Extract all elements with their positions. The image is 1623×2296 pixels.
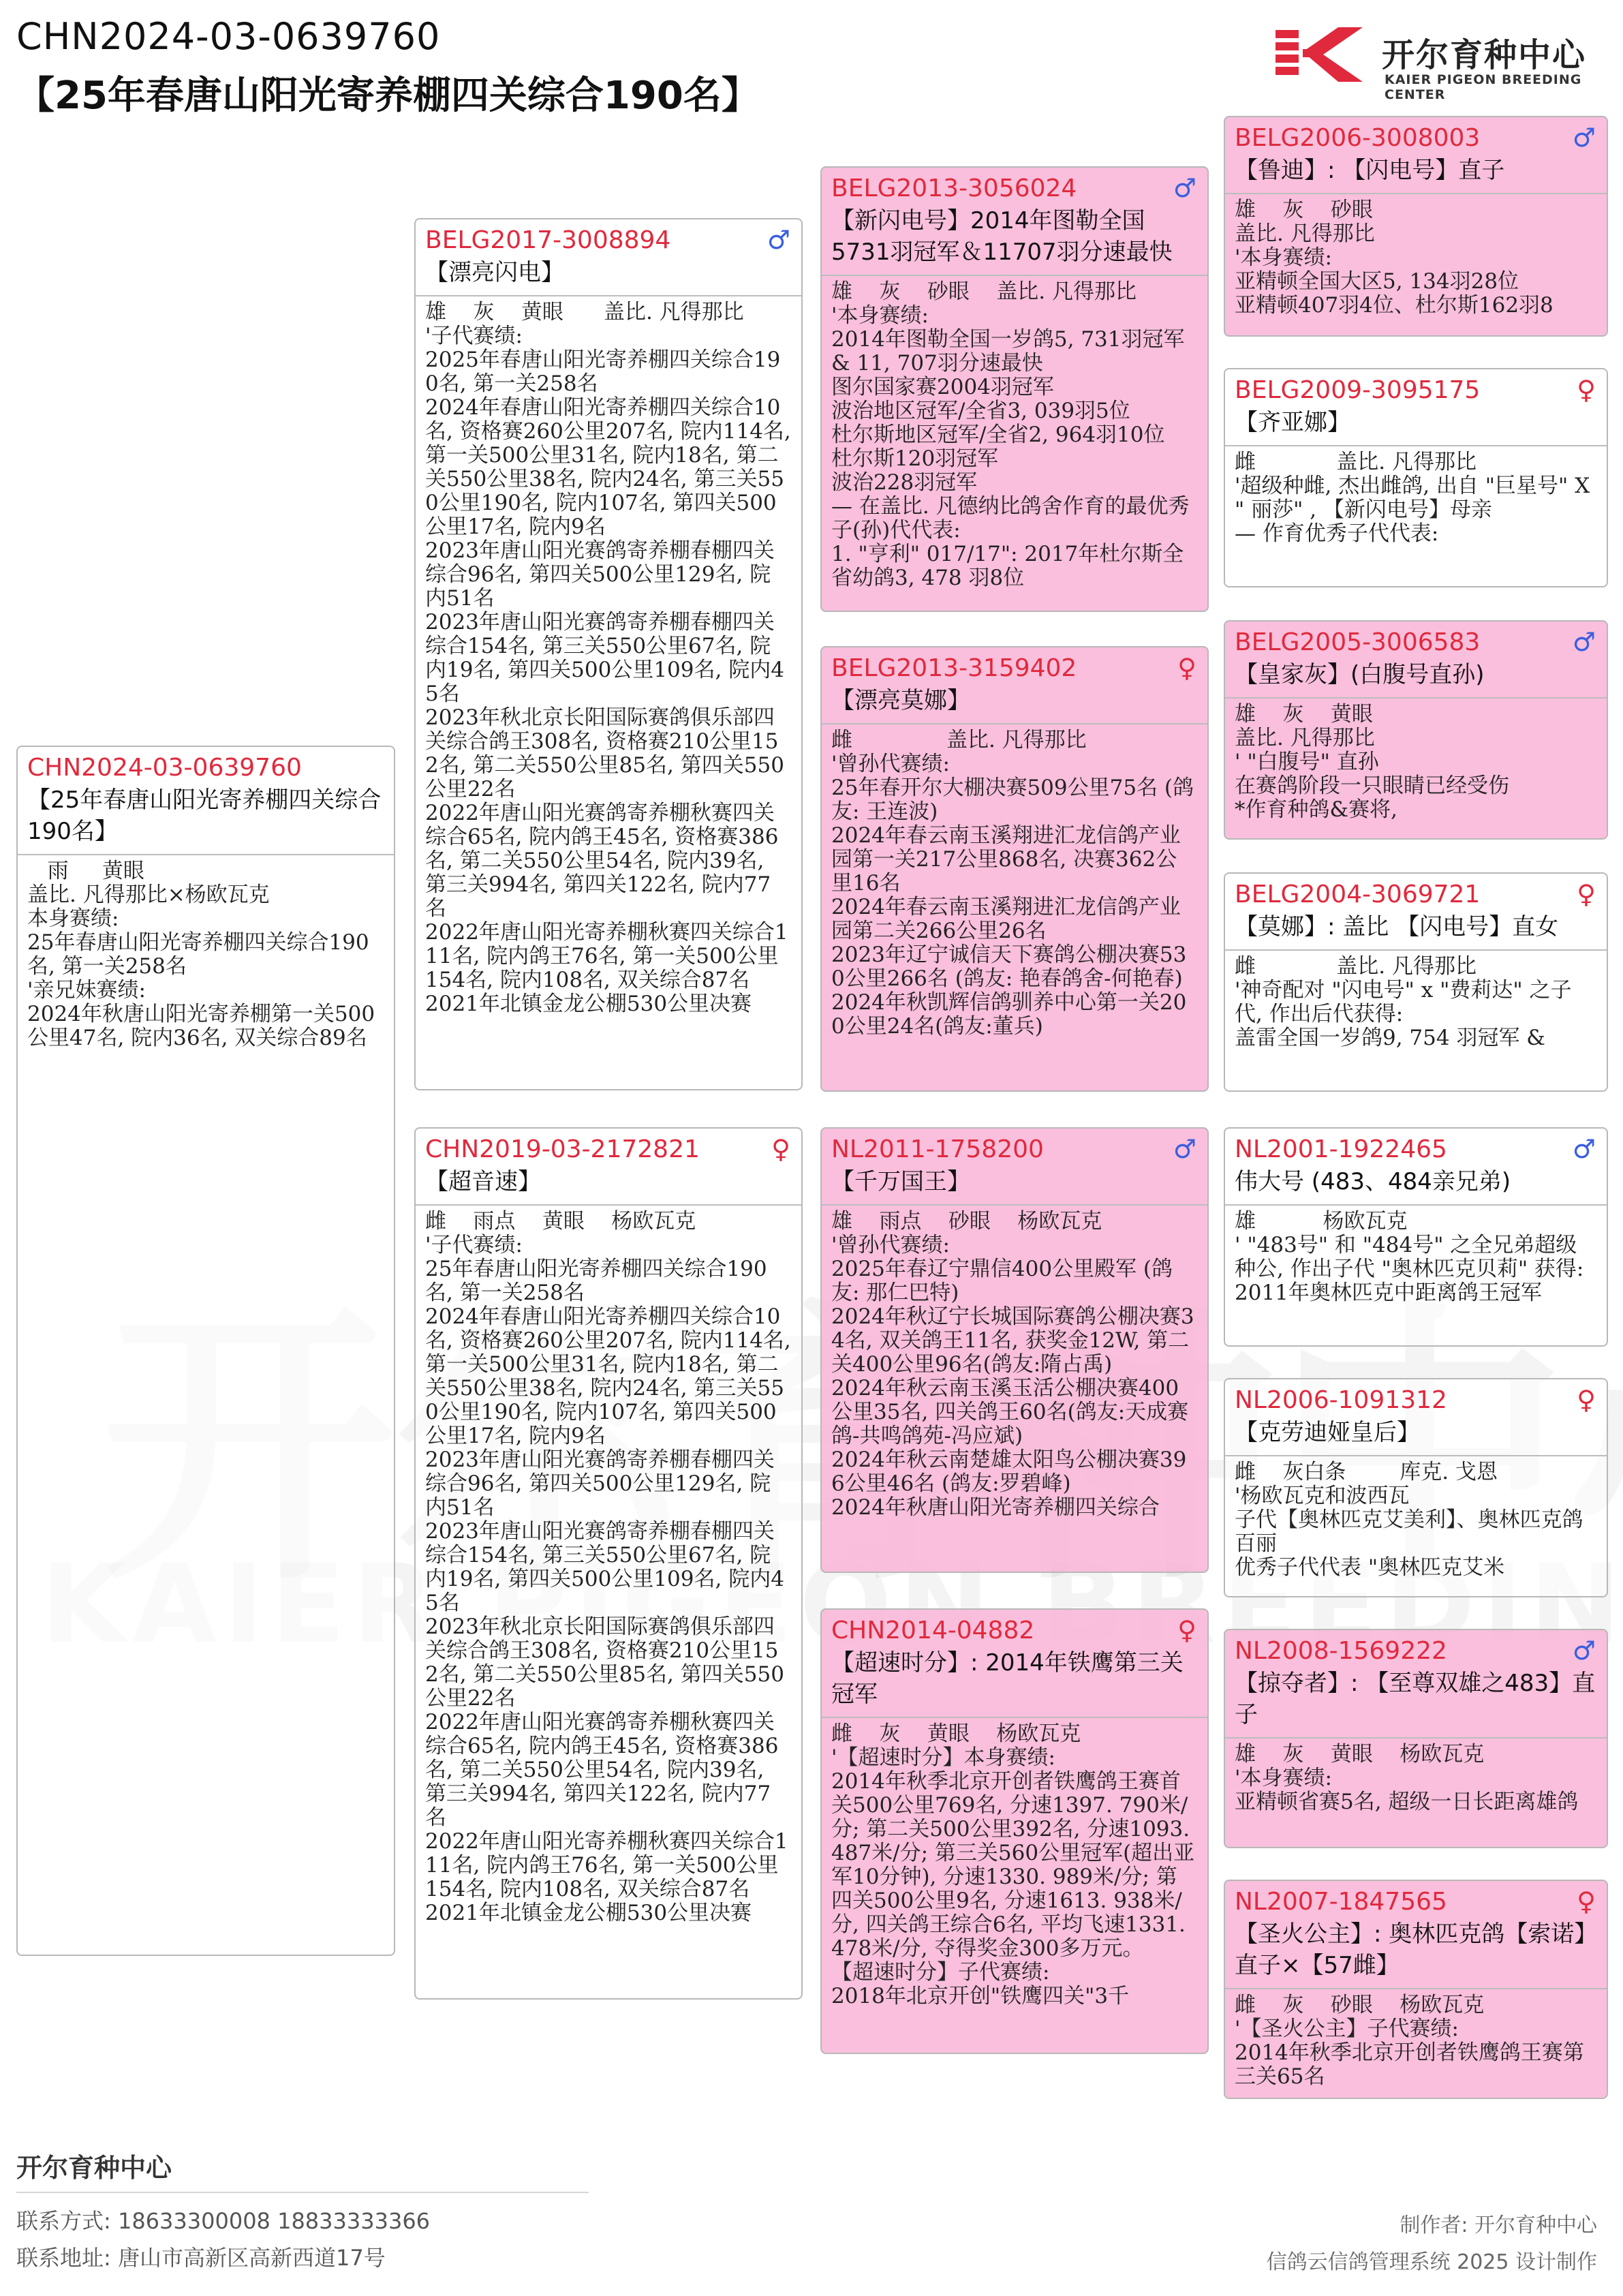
pedigree-card-dam-dam (820, 1608, 1209, 2054)
card-details: 雌 盖比. 凡得那比 '曾孙代赛绩: 25年春开尔大棚决赛509公里75名 (鸽友: 王连波) 2024年春云南玉溪翔进汇龙信鸽产业园第一关217公里868名, 决赛362公里16名 2024年春云南玉溪翔进汇龙信鸽产业园第二关266公里26名 2023年辽宁诚信天下赛鸽公棚决赛530公里266名 (鸽友: 艳春鸽舍-何艳春) 2024年秋凯辉信鸽驯养中心第一关200公里24名(鸽友:董兵) (831, 728, 1194, 1039)
female-icon: ♀ (1577, 1886, 1596, 1916)
card-details: 雄 灰 砂眼 盖比. 凡得那比 '本身赛绩: 亚精顿全国大区5, 134羽28位 亚精顿407羽4位、杜尔斯162羽8 (1235, 198, 1554, 318)
pedigree-card-dds (1224, 1629, 1608, 1848)
pedigree-card-sds (1224, 620, 1608, 840)
card-details: 雨 黄眼 盖比. 凡得那比×杨欧瓦克 本身赛绩: 25年春唐山阳光寄养棚四关综合190名, 第一关258名 '亲兄妹赛绩: 2024年秋唐山阳光寄养棚第一关500公里47名, 院内36名, 双关综合89名 (27, 859, 375, 1050)
card-ring-number: NL2008-1569222 (1235, 1637, 1447, 1665)
card-divider (1225, 1988, 1607, 1989)
pedigree-card-dss (1224, 1127, 1608, 1347)
footer-maker: 制作者: 开尔育种中心 (1400, 2214, 1597, 2237)
pedigree-card-ssd (1224, 368, 1608, 587)
card-details: 雌 雨点 黄眼 杨欧瓦克 '子代赛绩: 25年春唐山阳光寄养棚四关综合190名, 第一关258名 2024年春唐山阳光寄养棚四关综合10名, 资格赛260公里207名, 院内114名, 第一关500公里31名, 院内18名, 第二关550公里38名, 院内24名, 第三关550公里190名, 院内107名, 第四关500公里17名, 院内9名 2023年唐山阳光赛鸽寄养棚春棚四关综合96名, 第四关500公里129名, 院内51名 2023年唐山阳光赛鸽寄养棚春棚四关综合154名, 第三关550公里67名, 院内19名, 第四关500公里109名, 院内45名 2023年秋北京长阳国际赛鸽俱乐部四关综合鸽王308名, 资格赛210公里152名, 第二关550公里85名, 第四关550公里22名 2022年唐山阳光赛鸽寄养棚秋赛四关综合65名, 院内鸽王45名, 资格赛386名, 第二关550公里54名, 院内39名, 第三关994名, 第四关122名, 院内77名 2022年唐山阳光寄养棚秋赛四关综合111名, 院内鸽王76名, 第一关500公里154名, 院内108名, 双关综合87名 2021年北镇金龙公棚530公里决赛 (425, 1209, 791, 1925)
pedigree-card-sdd (1224, 872, 1608, 1092)
card-ring-number: BELG2017-3008894 (425, 226, 671, 254)
card-details: 雄 灰 黄眼 盖比. 凡得那比 ' "白腹号" 直孙 在赛鸽阶段一只眼睛已经受伤 *作育种鸽&赛将, (1235, 702, 1509, 822)
card-pigeon-name: 【千万国王】 (831, 1168, 970, 1195)
footer-contact: 联系方式: 18633300008 18833333366 (16, 2208, 431, 2234)
male-icon: ♂ (1173, 173, 1196, 203)
pedigree-card-dam (414, 1127, 803, 2000)
female-icon: ♀ (1577, 879, 1596, 909)
male-icon: ♂ (1572, 1134, 1596, 1164)
female-icon: ♀ (1577, 1385, 1596, 1415)
card-ring-number: BELG2004-3069721 (1235, 881, 1481, 908)
card-ring-number: NL2011-1758200 (831, 1135, 1044, 1163)
male-icon: ♂ (1572, 123, 1596, 153)
card-pigeon-name: 【新闪电号】2014年图勒全国5731羽冠军＆11707羽分速最快 (831, 207, 1173, 266)
card-pigeon-name: 【克劳迪娅皇后】 (1235, 1419, 1420, 1446)
logo-name-cn: 开尔育种中心 (1382, 36, 1587, 74)
card-pigeon-name: 【25年春唐山阳光寄养棚四关综合190名】 (27, 786, 382, 845)
card-ring-number: BELG2013-3159402 (831, 654, 1077, 682)
card-details: 雌 灰 黄眼 杨欧瓦克 '【超速时分】本身赛绩: 2014年秋季北京开创者铁鹰鸽王赛首关500公里769名, 分速1397. 790米/分; 第二关500公里392名, 分速1093. 487米/分; 第三关560公里冠军(超出亚军10分钟), 分速1330. 989米/分; 第四关500公里9名, 分速1613. 938米/分, 四关鸽王综合6名, 平均飞速1331. 478米/分, 夺得奖金300多万元。 【超速时分】子代赛绩: 2018年北京开创"铁鹰四关"3千 (831, 1721, 1195, 2008)
card-details: 雄 雨点 砂眼 杨欧瓦克 '曾孙代赛绩: 2025年春辽宁鼎信400公里殿军 (鸽友: 那仁巴特) 2024年秋辽宁长城国际赛鸽公棚决赛34名, 双关鸽王11名, 获奖金12W, 第二关400公里96名(鸽友:隋占禹) 2024年秋云南玉溪玉活公棚决赛400公里35名, 四关鸽王60名(鸽友:天成赛鸽-共鸣鸽苑-冯应斌) 2024年秋云南楚雄太阳鸟公棚决赛396公里46名 (鸽友:罗碧峰) 2024年秋唐山阳光寄养棚四关综合 (831, 1209, 1194, 1520)
card-pigeon-name: 【掠夺者】: 【至尊双雄之483】直子 (1235, 1670, 1596, 1728)
card-details: 雌 灰 砂眼 杨欧瓦克 '【圣火公主】子代赛绩: 2014年秋季北京开创者铁鹰鸽王赛第三关65名 (1235, 1993, 1584, 2089)
pedigree-title: 【25年春唐山阳光寄养棚四关综合190名】 (16, 74, 760, 118)
card-divider (822, 723, 1207, 724)
card-ring-number: CHN2014-04882 (831, 1617, 1035, 1644)
card-divider (822, 1204, 1207, 1206)
card-details: 雄 灰 砂眼 盖比. 凡得那比 '本身赛绩: 2014年图勒全国一岁鸽5, 731羽冠军 & 11, 707羽分速最快 图尔国家赛2004羽冠军 波治地区冠军/全省3, 039羽5位 杜尔斯地区冠军/全省2, 964羽10位 杜尔斯120羽冠军 波治228羽冠军 — 在盖比. 凡德纳比鸽舍作育的最优秀子(孙)代代表: 1. "亨利" 017/17": 2017年杜尔斯全省幼鸽3, 478 羽8位 (831, 279, 1190, 590)
card-divider (822, 275, 1207, 276)
card-divider (1225, 697, 1607, 699)
female-icon: ♀ (1577, 375, 1596, 405)
card-details: 雄 灰 黄眼 杨欧瓦克 '本身赛绩: 亚精顿省赛5名, 超级一日长距离雄鸽 (1235, 1742, 1579, 1814)
card-divider (18, 854, 394, 855)
card-divider (1225, 193, 1607, 194)
card-divider (1225, 445, 1607, 446)
card-pigeon-name: 【漂亮莫娜】 (831, 687, 970, 714)
logo-name-en: KAIER PIGEON BREEDING CENTER (1385, 72, 1582, 102)
card-divider (1225, 949, 1607, 951)
pedigree-card-dsd (1224, 1378, 1608, 1597)
card-details: 雄 灰 黄眼 盖比. 凡得那比 '子代赛绩: 2025年春唐山阳光寄养棚四关综合190名, 第一关258名 2024年春唐山阳光寄养棚四关综合10名, 资格赛260公里207名, 院内114名, 第一关500公里31名, 院内18名, 第二关550公里38名, 院内24名, 第三关550公里190名, 院内107名, 第四关500公里17名, 院内9名 2023年唐山阳光赛鸽寄养棚春棚四关综合96名, 第四关500公里129名, 院内51名 2023年唐山阳光赛鸽寄养棚春棚四关综合154名, 第三关550公里67名, 院内19名, 第四关500公里109名, 院内45名 2023年秋北京长阳国际赛鸽俱乐部四关综合鸽王308名, 资格赛210公里152名, 第二关550公里85名, 第四关550公里22名 2022年唐山阳光赛鸽寄养棚秋赛四关综合65名, 院内鸽王45名, 资格赛386名, 第二关550公里54名, 院内39名, 第三关994名, 第四关122名, 院内77名 2022年唐山阳光寄养棚秋赛四关综合111名, 院内鸽王76名, 第一关500公里154名, 院内108名, 双关综合87名 2021年北镇金龙公棚530公里决赛 (425, 300, 791, 1016)
pedigree-card-sire (414, 218, 803, 1090)
card-ring-number: NL2001-1922465 (1235, 1135, 1447, 1163)
male-icon: ♂ (767, 225, 790, 255)
pedigree-card-dam-sire (820, 1127, 1209, 1573)
card-ring-number: BELG2013-3056024 (831, 174, 1077, 202)
card-pigeon-name: 伟大号 (483、484亲兄弟) (1235, 1168, 1511, 1195)
pedigree-ring-number: CHN2024-03-0639760 (16, 15, 441, 58)
card-ring-number: NL2007-1847565 (1235, 1888, 1447, 1916)
footer-system: 信鸽云信鸽管理系统 2025 设计制作 (1266, 2250, 1597, 2274)
card-ring-number: CHN2019-03-2172821 (425, 1135, 700, 1163)
card-details: 雌 灰白条 库克. 戈恩 '杨欧瓦克和波西瓦 子代【奥林匹克艾美利】、奥林匹克鸽百丽 优秀子代代表 "奥林匹克艾米 (1235, 1460, 1583, 1580)
card-divider (416, 1204, 801, 1206)
card-pigeon-name: 【圣火公主】: 奥林匹克鸽【索诺】直子×【57雌】 (1235, 1920, 1586, 1979)
card-pigeon-name: 【鲁迪】: 【闪电号】直子 (1235, 157, 1505, 184)
female-icon: ♀ (1177, 653, 1196, 683)
card-details: 雌 盖比. 凡得那比 '超级种雌, 杰出雌鸽, 出自 "巨星号" X " 丽莎" , 【新闪电号】母亲 — 作育优秀子代代表: (1235, 450, 1590, 546)
male-icon: ♂ (1572, 1636, 1596, 1666)
card-ring-number: BELG2006-3008003 (1235, 124, 1481, 152)
footer-address: 联系地址: 唐山市高新区高新西道17号 (16, 2245, 386, 2271)
pedigree-card-ddd (1224, 1880, 1608, 2099)
card-divider (822, 1717, 1207, 1718)
pedigree-card-subject (16, 746, 395, 1956)
card-ring-number: BELG2005-3006583 (1235, 628, 1481, 656)
male-icon: ♂ (1572, 627, 1596, 657)
kaier-logo (1273, 25, 1600, 102)
kaier-logo-icon (1273, 25, 1368, 86)
male-icon: ♂ (1173, 1134, 1196, 1164)
card-ring-number: CHN2024-03-0639760 (27, 754, 302, 782)
card-divider (416, 295, 801, 296)
card-details: 雌 盖比. 凡得那比 '神奇配对 "闪电号" x "费莉达" 之子代, 作出后代获得: 盖雷全国一岁鸽9, 754 羽冠军 & (1235, 954, 1572, 1050)
footer-org-name: 开尔育种中心 (16, 2153, 172, 2183)
card-ring-number: NL2006-1091312 (1235, 1386, 1447, 1414)
footer-divider (16, 2192, 589, 2193)
card-ring-number: BELG2009-3095175 (1235, 376, 1481, 404)
card-pigeon-name: 【漂亮闪电】 (425, 259, 564, 286)
card-divider (1225, 1737, 1607, 1739)
female-icon: ♀ (1177, 1615, 1196, 1645)
card-pigeon-name: 【超音速】 (425, 1168, 541, 1195)
pedigree-card-sire-dam (820, 646, 1209, 1092)
card-details: 雄 杨欧瓦克 ' "483号" 和 "484号" 之全兄弟超级种公, 作出子代 "奥林匹克贝莉" 获得: 2011年奥林匹克中距离鸽王冠军 (1235, 1209, 1584, 1305)
card-divider (1225, 1204, 1607, 1206)
card-pigeon-name: 【皇家灰】(白腹号直孙) (1235, 661, 1485, 688)
card-pigeon-name: 【超速时分】: 2014年铁鹰第三关冠军 (831, 1649, 1184, 1708)
card-divider (1225, 1455, 1607, 1456)
card-pigeon-name: 【齐亚娜】 (1235, 409, 1350, 436)
card-pigeon-name: 【莫娜】: 盖比 【闪电号】直女 (1235, 913, 1559, 940)
female-icon: ♀ (771, 1134, 790, 1164)
pedigree-card-sire-sire (820, 166, 1209, 612)
pedigree-card-sss (1224, 116, 1608, 337)
